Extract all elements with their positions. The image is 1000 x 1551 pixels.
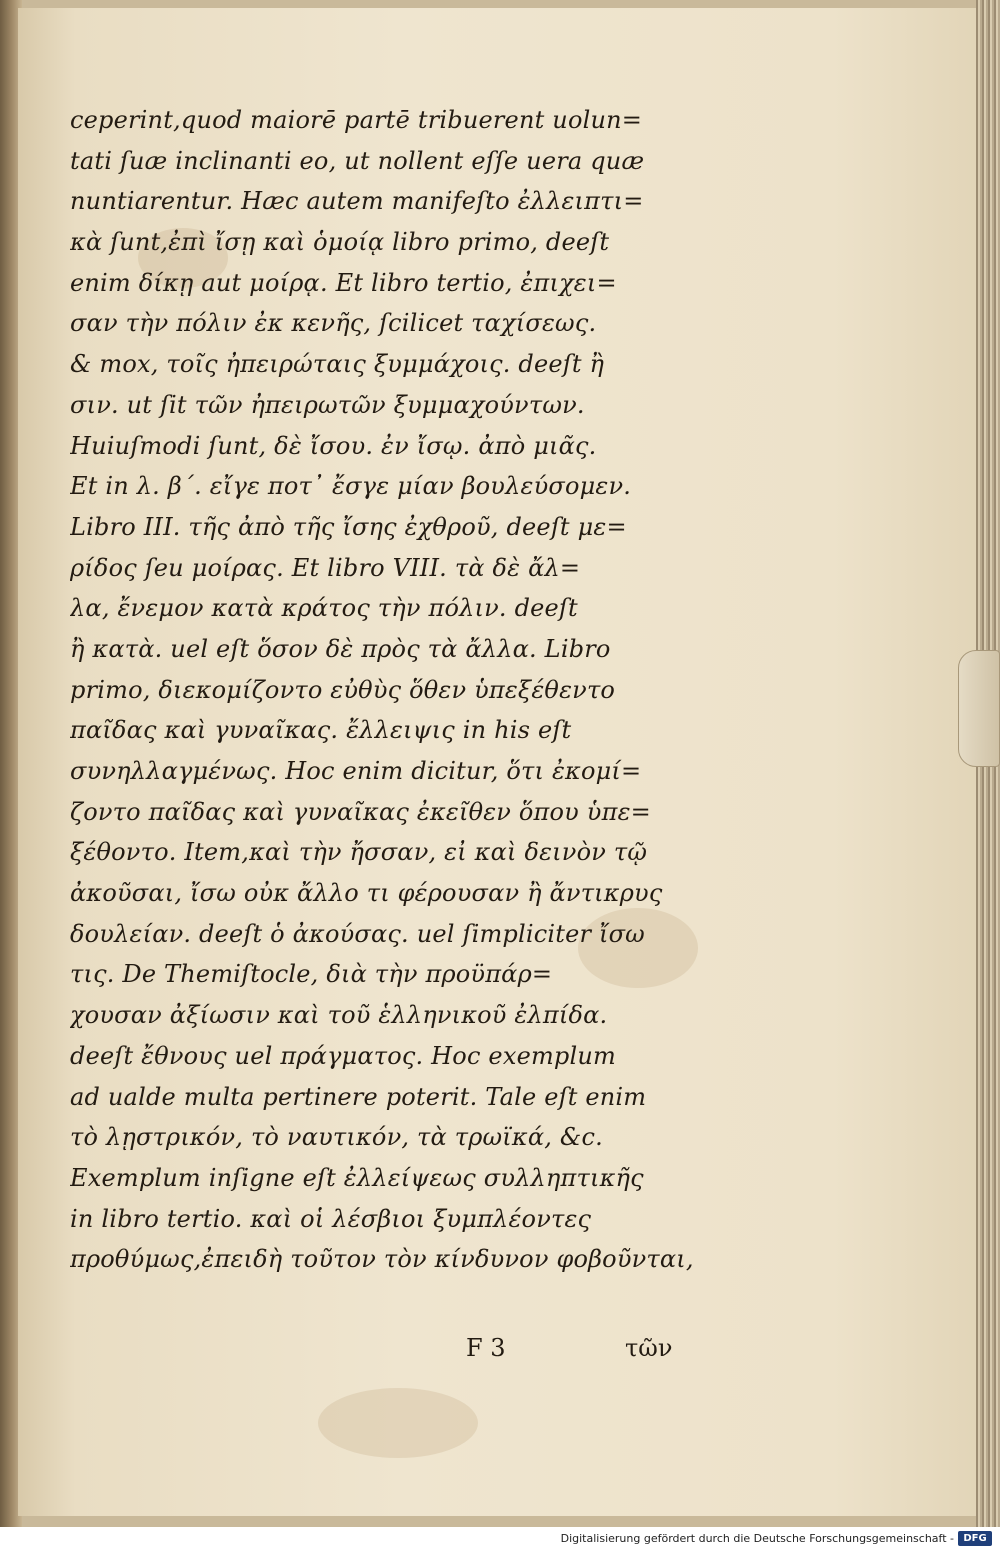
text-line: σιν. ut ſit τῶν ἠπειρωτῶν ξυμμαχούντων. (70, 390, 585, 419)
footer-bar (0, 1527, 1000, 1551)
text-line: ξέθοντο. Item,καὶ τὴν ἤσσαν, εἰ καὶ δεινὸν τῷ (70, 838, 648, 867)
text-line: συνηλλαγμένως. Hoc enim dicitur, ὅτι ἐκομί= (70, 757, 642, 785)
text-line: ad ualde multa pertinere poterit. Tale eſt enim (70, 1082, 647, 1111)
text-line: ζοντο παῖδας καὶ γυναῖκας ἐκεῖθεν ὅπου ὑπε= (70, 797, 651, 826)
text-line: ceperint,quod maiorē partē tribuerent uolun= (70, 106, 643, 134)
text-line: nuntiarentur. Hæc autem manifeſto ἐλλειπτι= (70, 187, 644, 216)
page-tab-marker (958, 650, 1000, 767)
text-block (70, 100, 710, 1280)
text-line: ρίδος ſeu μοίρας. Et libro VIII. τὰ δὲ ἄλ= (70, 553, 581, 582)
funding-credit: Digitalisierung gefördert durch die Deutsche Forschungsgemeinschaft - (560, 1532, 954, 1545)
signature-mark: F 3 (466, 1334, 506, 1362)
text-line: κὰ ſunt,ἐπὶ ἴσῃ καὶ ὁμοίᾳ libro primo, deeſt (70, 228, 610, 257)
text-line: Et in λ. β΄. εἴγε ποτ᾽ ἔσγε μίαν βουλεύσομεν. (70, 472, 632, 501)
text-line: σαν τὴν πόλιν ἐκ κενῆς, ſcilicet ταχίσεως. (70, 309, 597, 338)
text-line: δουλείαν. deeſt ὁ ἀκούσας. uel ſimpliciter ἴσω (70, 919, 645, 948)
text-line: tati ſuæ inclinanti eo, ut nollent eſſe uera quæ (70, 146, 645, 175)
catchword: τῶν (625, 1334, 673, 1362)
text-line: Libro III. τῆς ἀπὸ τῆς ἴσης ἐχθροῦ, deeſt με= (70, 512, 627, 541)
text-line: τὸ λῃστρικόν, τὸ ναυτικόν, τὰ τρωϊκά, &c. (70, 1123, 603, 1152)
text-line: προθύμως,ἐπειδὴ τοῦτον τὸν κίνδυνον φοβοῦνται, (70, 1245, 694, 1274)
text-line: ἀκοῦσαι, ἴσω οὐκ ἄλλο τι φέρουσαν ἢ ἄντικρυς (70, 879, 663, 908)
text-line: τις. De Themiſtocle, διὰ τὴν προϋπάρ= (70, 960, 553, 989)
text-line: Huiuſmodi ſunt, δὲ ἴσου. ἐν ἴσῳ. ἀπὸ μιᾶς. (70, 431, 597, 460)
text-line: deeſt ἔθνους uel πράγματος. Hoc exemplum (70, 1041, 616, 1070)
text-line: primo, διεκομίζοντο εὐθὺς ὅθεν ὑπεξέθεντο (70, 675, 616, 704)
text-line: παῖδας καὶ γυναῖκας. ἔλλειψις in his eſt (70, 716, 572, 745)
text-line: enim δίκῃ aut μοίρᾳ. Et libro tertio, ἐπιχει= (70, 268, 617, 297)
text-line: & mox, τοῖς ἠπειρώταις ξυμμάχοις. deeſt ἢ (70, 350, 605, 379)
text-line: λα, ἔνεμον κατὰ κράτος τὴν πόλιν. deeſt (70, 594, 578, 623)
text-line: Exemplum inſigne eſt ἐλλείψεως συλληπτικῆς (70, 1163, 644, 1192)
text-line: χουσαν ἀξίωσιν καὶ τοῦ ἑλληνικοῦ ἐλπίδα. (70, 1001, 608, 1030)
dfg-logo-icon: DFG (958, 1531, 992, 1546)
text-line: ἢ κατὰ. uel eſt ὅσον δὲ πρὸς τὰ ἄλλα. Libro (70, 634, 611, 663)
text-line: in libro tertio. καὶ οἱ λέσβιοι ξυμπλέοντες (70, 1204, 592, 1233)
